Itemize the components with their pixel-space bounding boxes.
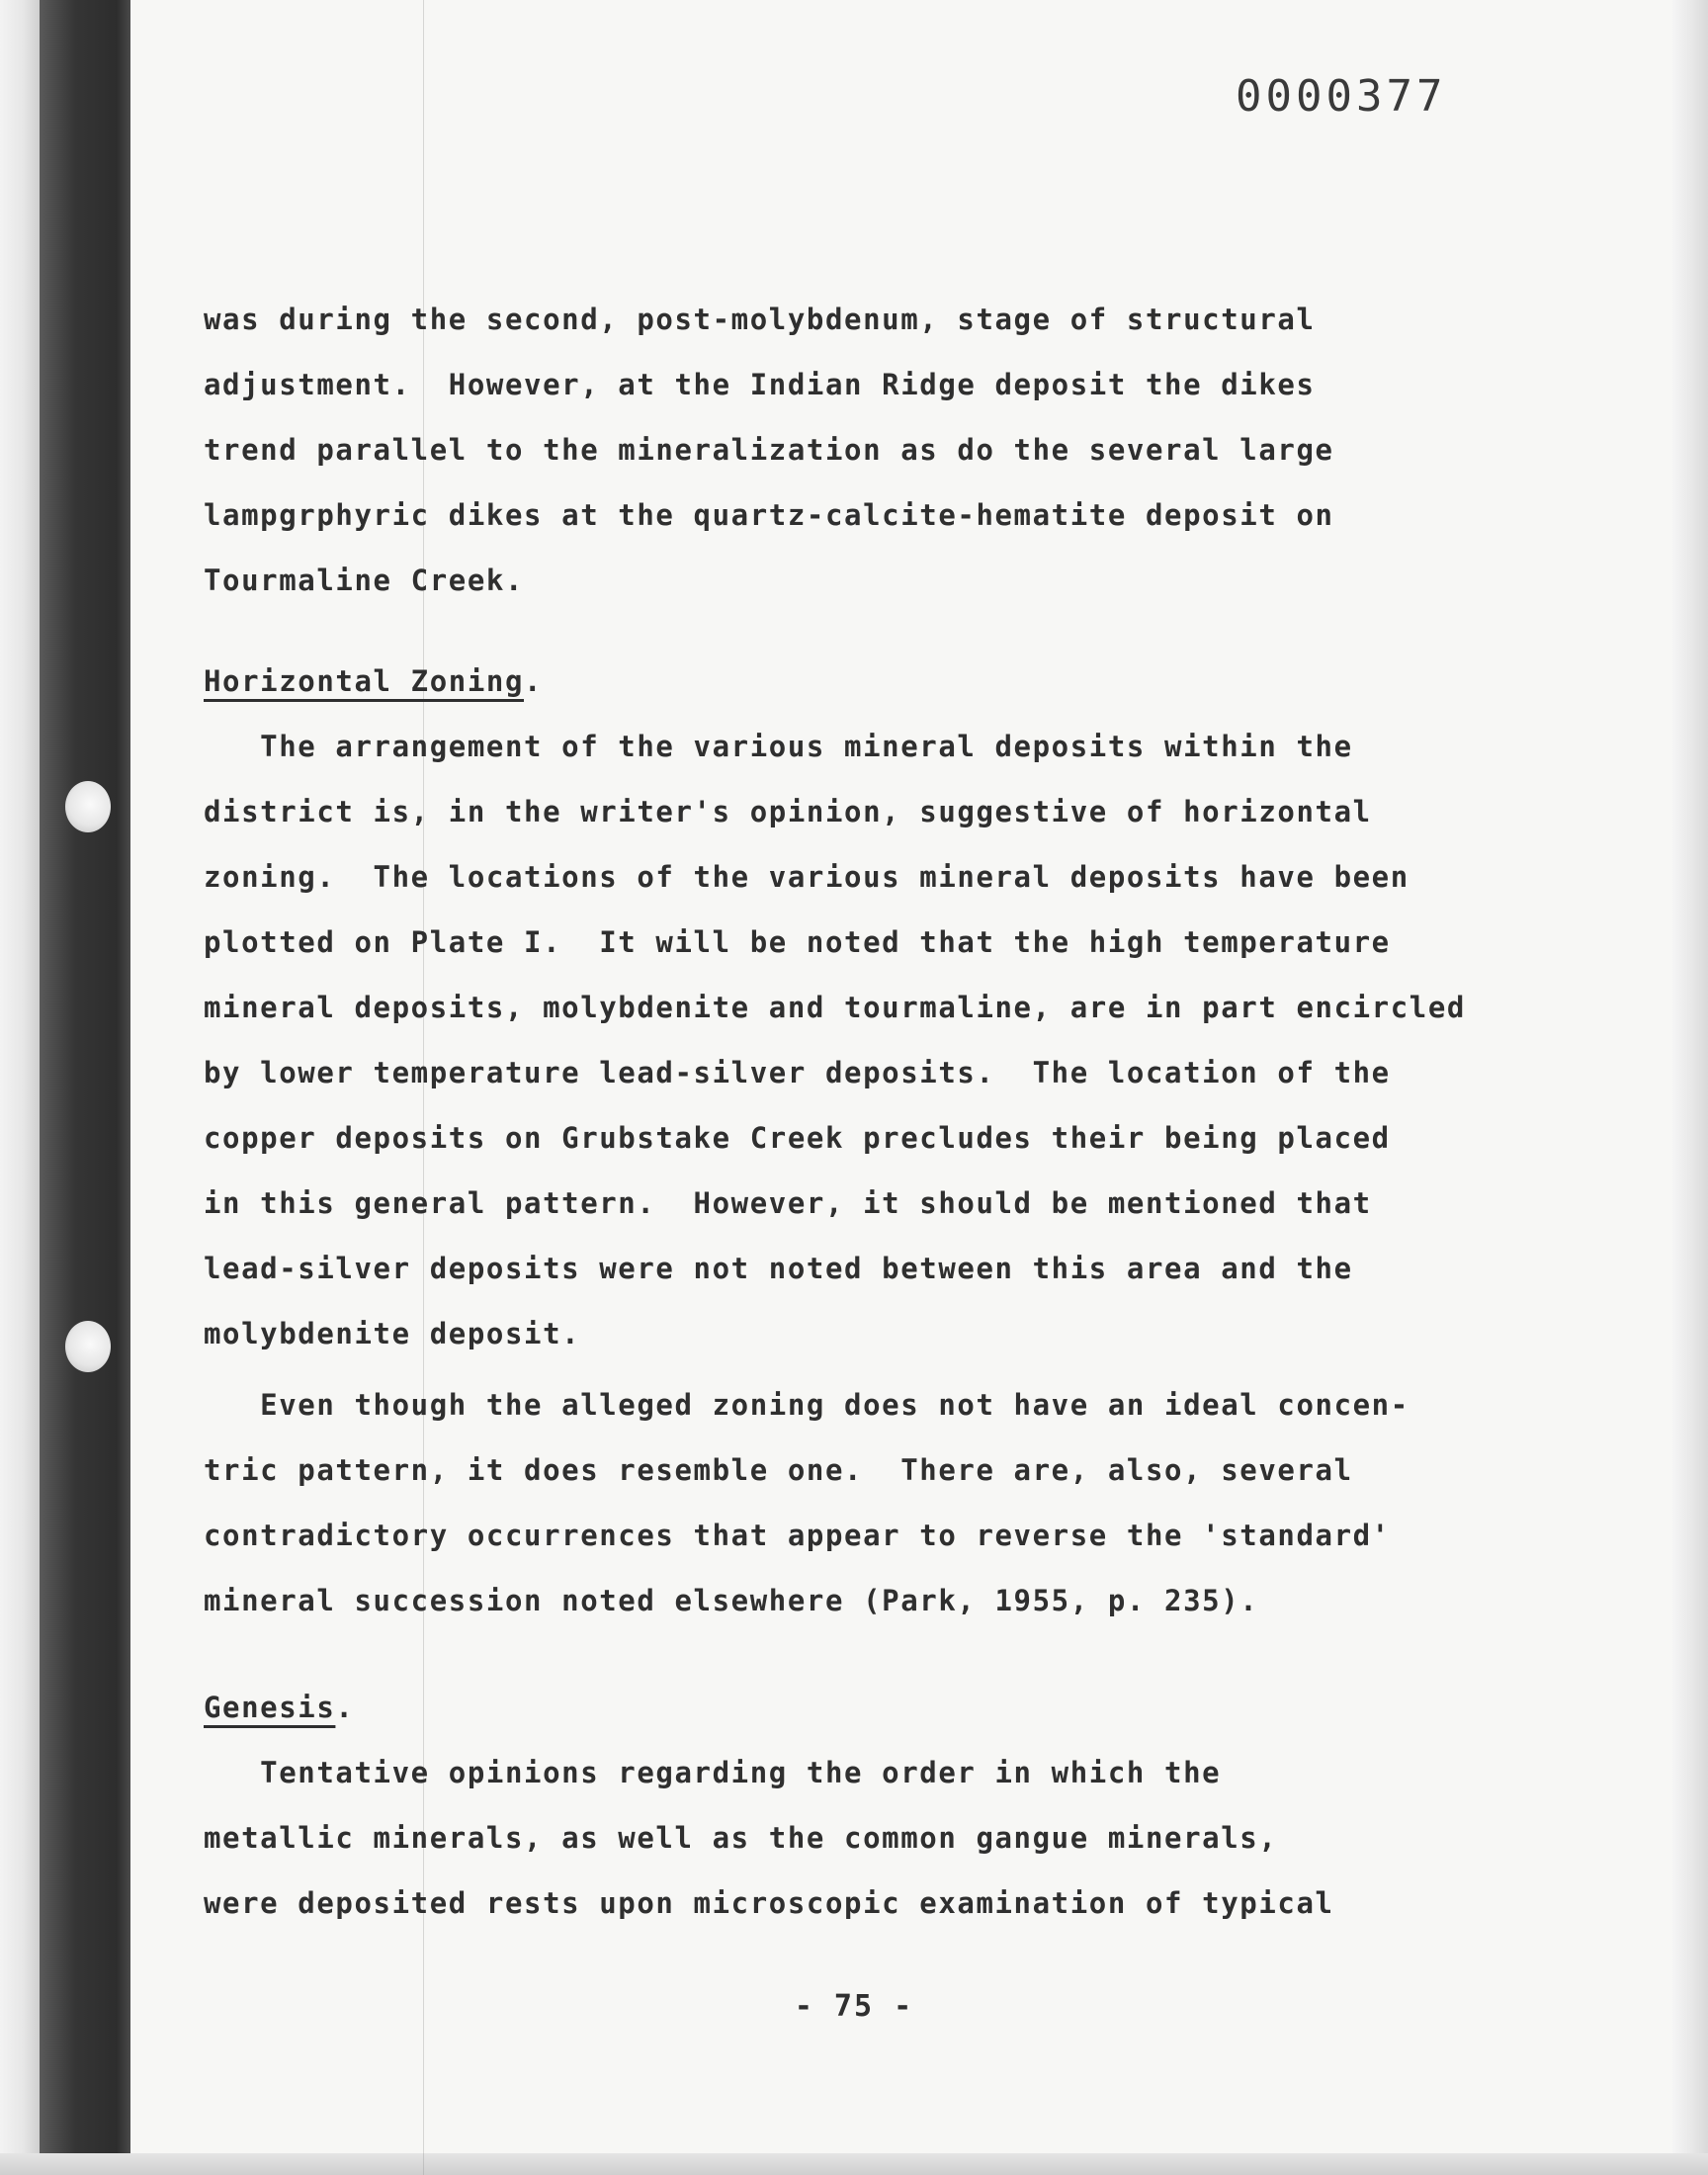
heading-period: .: [335, 1691, 355, 1724]
text-line: by lower temperature lead-silver deposits. The location of the: [204, 1056, 1391, 1089]
text-line: Tentative opinions regarding the order in which the: [204, 1756, 1222, 1789]
text-line: lampgrphyric dikes at the quartz-calcite-hematite deposit on: [204, 498, 1334, 532]
text-line: were deposited rests upon microscopic examination of typical: [204, 1886, 1334, 1920]
text-line: Tourmaline Creek.: [204, 564, 525, 597]
text-line: Even though the alleged zoning does not have an ideal concen-: [204, 1388, 1409, 1422]
text-line: tric pattern, it does resemble one. There are, also, several: [204, 1453, 1353, 1487]
text-line: in this general pattern. However, it should be mentioned that: [204, 1186, 1372, 1220]
section-heading-genesis: [204, 1691, 354, 1724]
heading-text: Genesis: [204, 1691, 336, 1724]
text-line: molybdenite deposit.: [204, 1317, 581, 1350]
punch-hole: [65, 781, 111, 832]
page-left-edge: [0, 0, 40, 2175]
page-bottom-edge: [0, 2153, 1708, 2175]
text-line: The arrangement of the various mineral deposits within the: [204, 730, 1353, 763]
text-line: trend parallel to the mineralization as do the several large: [204, 433, 1334, 467]
text-line: mineral deposits, molybdenite and tourmaline, are in part encircled: [204, 991, 1466, 1024]
text-line: zoning. The locations of the various mineral deposits have been: [204, 860, 1409, 894]
binding-shadow: [40, 0, 130, 2175]
page-number: - 75 -: [794, 1989, 914, 2024]
text-line: district is, in the writer's opinion, suggestive of horizontal: [204, 795, 1372, 828]
text-line: was during the second, post-molybdenum, stage of structural: [204, 303, 1316, 336]
heading-period: .: [524, 664, 544, 698]
punch-hole: [65, 1321, 111, 1372]
section-heading-horizontal-zoning: [204, 664, 543, 698]
text-line: copper deposits on Grubstake Creek precludes their being placed: [204, 1121, 1391, 1155]
document-number: 0000377: [1236, 71, 1447, 122]
text-line: plotted on Plate I. It will be noted that the high temperature: [204, 925, 1391, 959]
text-line: contradictory occurrences that appear to reverse the 'standard': [204, 1519, 1391, 1552]
text-line: mineral succession noted elsewhere (Park, 1955, p. 235).: [204, 1584, 1259, 1617]
text-line: adjustment. However, at the Indian Ridge deposit the dikes: [204, 368, 1316, 401]
page-right-edge: [1672, 0, 1708, 2175]
heading-text: Horizontal Zoning: [204, 664, 525, 698]
text-line: metallic minerals, as well as the common gangue minerals,: [204, 1821, 1278, 1855]
text-line: lead-silver deposits were not noted between this area and the: [204, 1252, 1353, 1285]
